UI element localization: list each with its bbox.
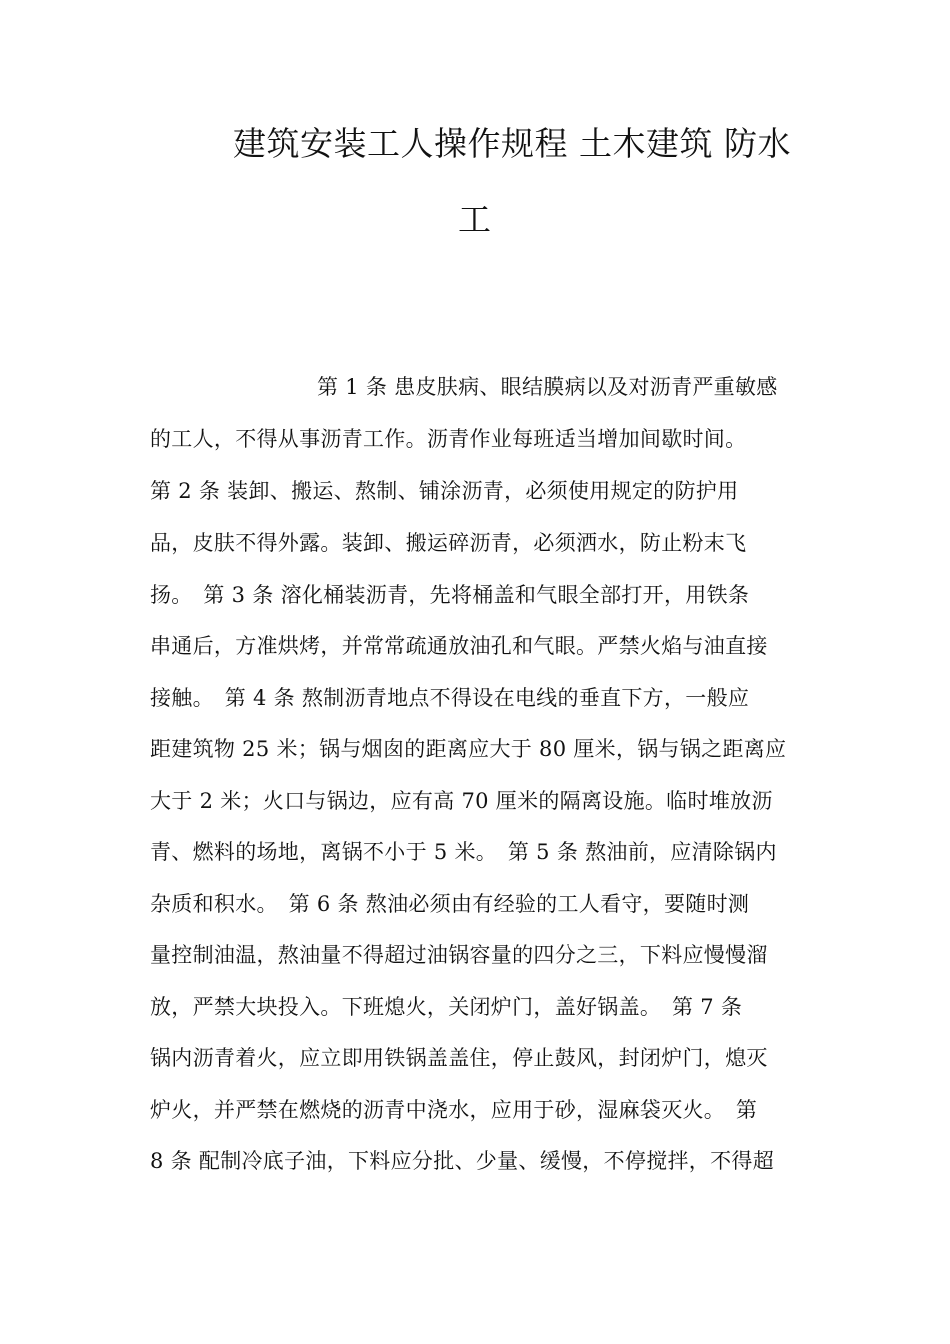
body-line-1: 第 1 条 患皮肤病、眼结膜病以及对沥青严重敏感 bbox=[317, 375, 778, 399]
body-line-13: 放，严禁大块投入。下班熄火，关闭炉门，盖好锅盖。 第 7 条 bbox=[150, 995, 743, 1019]
body-line-10: 青、燃料的场地，离锅不小于 5 米。 第 5 条 熬油前，应清除锅内 bbox=[150, 840, 777, 864]
body-line-9: 大于 2 米；火口与锅边，应有高 70 厘米的隔离设施。临时堆放沥 bbox=[150, 789, 773, 813]
document-title-line-1: 建筑安装工人操作规程 土木建筑 防水 bbox=[233, 124, 791, 163]
body-line-15: 炉火，并严禁在燃烧的沥青中浇水，应用于砂，湿麻袋灭火。 第 bbox=[150, 1098, 758, 1122]
body-line-2: 的工人，不得从事沥青工作。沥青作业每班适当增加间歇时间。 bbox=[150, 427, 747, 451]
body-line-11: 杂质和积水。 第 6 条 熬油必须由有经验的工人看守，要随时测 bbox=[150, 892, 750, 916]
body-line-6: 串通后，方准烘烤，并常常疏通放油孔和气眼。严禁火焰与油直接 bbox=[150, 634, 768, 658]
body-line-3: 第 2 条 装卸、搬运、熬制、铺涂沥青，必须使用规定的防护用 bbox=[150, 479, 739, 503]
body-line-16: 8 条 配制冷底子油，下料应分批、少量、缓慢，不停搅拌，不得超 bbox=[150, 1149, 775, 1173]
body-line-4: 品，皮肤不得外露。装卸、搬运碎沥青，必须洒水，防止粉末飞 bbox=[150, 531, 747, 555]
body-line-8: 距建筑物 25 米；锅与烟囱的距离应大于 80 厘米，锅与锅之距离应 bbox=[150, 737, 787, 761]
body-line-7: 接触。 第 4 条 熬制沥青地点不得设在电线的垂直下方，一般应 bbox=[150, 686, 750, 710]
document-title-line-2: 工 bbox=[458, 200, 492, 239]
body-line-12: 量控制油温，熬油量不得超过油锅容量的四分之三，下料应慢慢溜 bbox=[150, 943, 768, 967]
body-line-5: 扬。 第 3 条 溶化桶装沥青，先将桶盖和气眼全部打开，用铁条 bbox=[150, 583, 750, 607]
body-line-14: 锅内沥青着火，应立即用铁锅盖盖住，停止鼓风，封闭炉门，熄灭 bbox=[150, 1046, 768, 1070]
